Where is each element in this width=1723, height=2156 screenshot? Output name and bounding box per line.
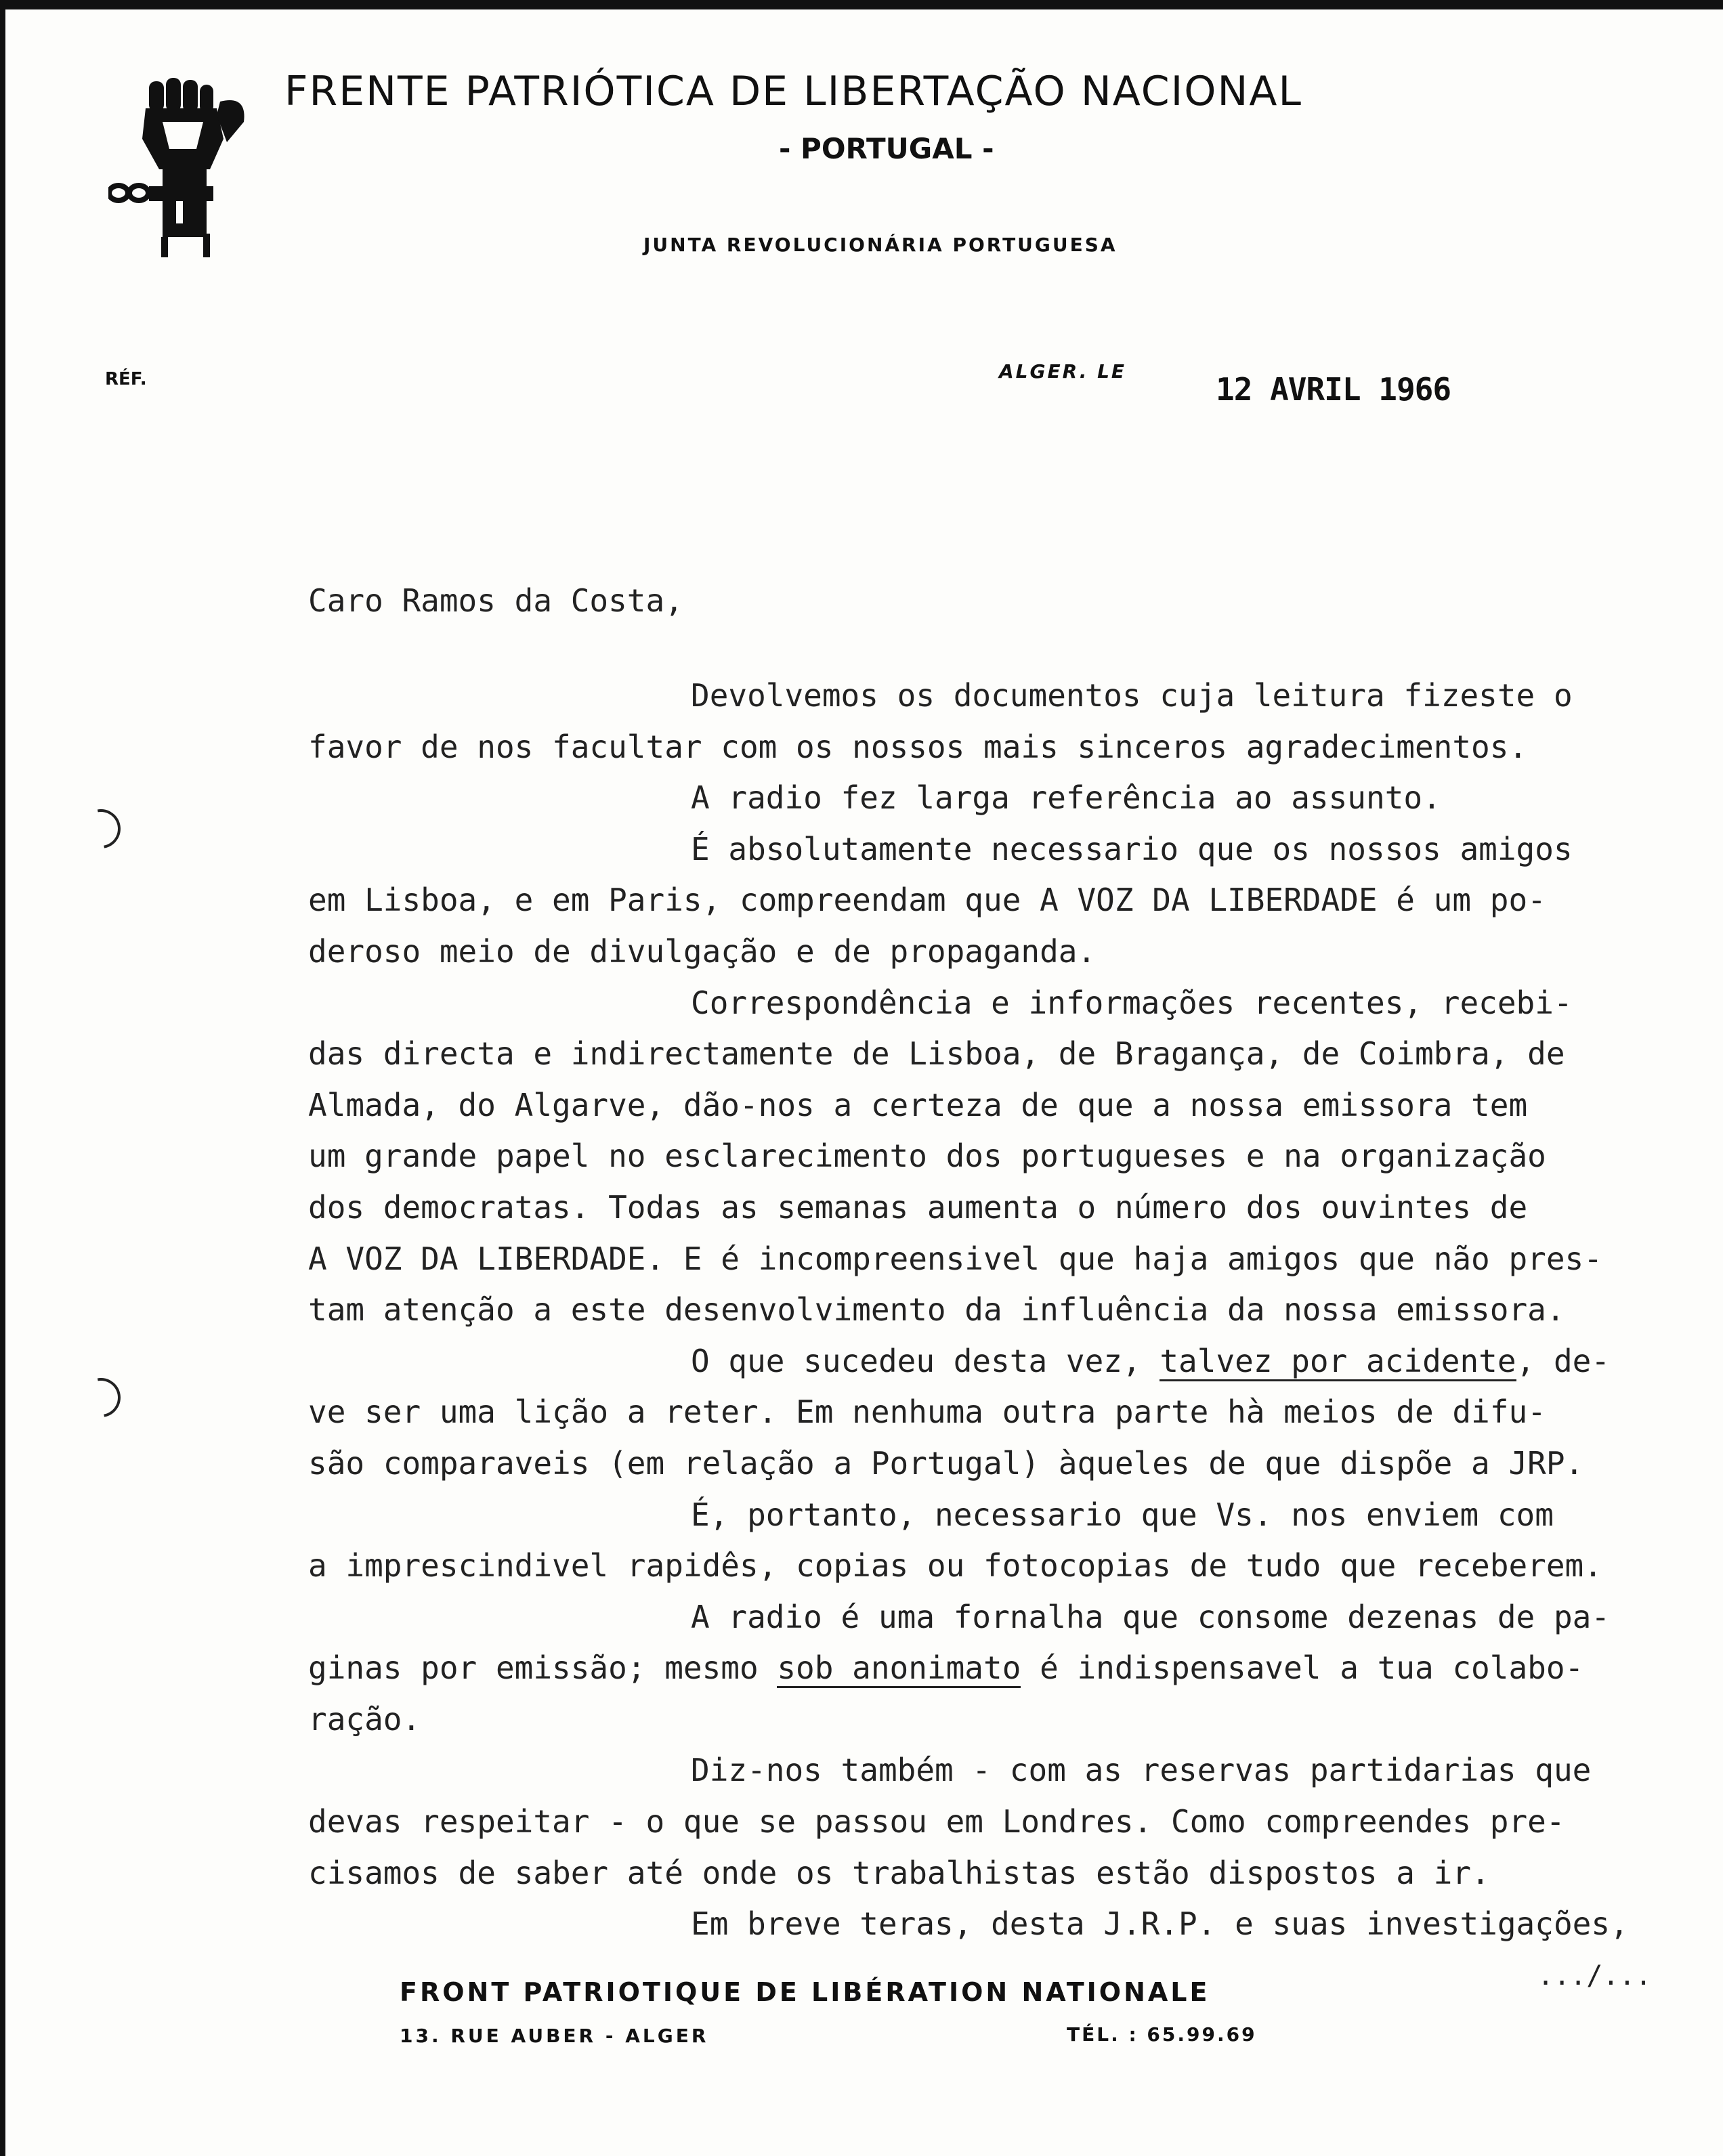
letter-line: A radio fez larga referência ao assunto. <box>691 779 1441 817</box>
letter-line: ração. <box>308 1700 421 1738</box>
letter-line <box>308 1643 1697 1694</box>
salutation: Caro Ramos da Costa, <box>308 582 683 619</box>
underlined-phrase: sob anonimato <box>777 1650 1021 1688</box>
letter-body <box>308 670 1697 1950</box>
letter-line: cisamos de saber até onde os trabalhistas estão dispostos a ir. <box>308 1854 1490 1891</box>
letter-line: A VOZ DA LIBERDADE. E é incompreensivel que haja amigos que não pres- <box>308 1240 1602 1277</box>
letter-line-text: é indispensavel a tua colabo- <box>1021 1650 1584 1687</box>
scan-edge-top <box>0 0 1723 9</box>
continuation-mark: .../... <box>1537 1960 1652 1991</box>
footer-telephone: TÉL. : 65.99.69 <box>1067 2023 1257 2046</box>
punch-hole-mark <box>74 802 129 857</box>
letter-line: A radio é uma fornalha que consome dezenas de pa- <box>691 1598 1611 1635</box>
letter-line: ve ser uma lição a reter. Em nenhuma outra parte hà meios de difu- <box>308 1394 1546 1431</box>
underlined-phrase: talvez por acidente <box>1160 1343 1516 1381</box>
letter-line <box>308 1336 1697 1387</box>
letter-line: tam atenção a este desenvolvimento da influência da nossa emissora. <box>308 1291 1565 1329</box>
letter-line: deroso meio de divulgação e de propaganda. <box>308 932 1097 970</box>
date-stamp: 12 AVRIL 1966 <box>1216 371 1451 408</box>
reference-label: RÉF. <box>105 369 147 389</box>
raised-fist-broken-chain-icon <box>108 74 264 264</box>
letter-line: um grande papel no esclarecimento dos portugueses e na organização <box>308 1138 1546 1175</box>
letter-line: a imprescindivel rapidês, copias ou fotocopias de tudo que receberem. <box>308 1547 1602 1584</box>
letter-line: são comparaveis (em relação a Portugal) àqueles de que dispõe a JRP. <box>308 1444 1584 1482</box>
letter-line-text: , de- <box>1516 1342 1611 1379</box>
letter-line: em Lisboa, e em Paris, compreendam que A VOZ DA LIBERDADE é um po- <box>308 882 1546 919</box>
letter-line: favor de nos facultar com os nossos mais sinceros agradecimentos. <box>308 728 1528 765</box>
letter-line: É, portanto, necessario que Vs. nos enviem com <box>691 1496 1554 1533</box>
letter-line: devas respeitar - o que se passou em Londres. Como compreendes pre- <box>308 1803 1565 1840</box>
letter-line-text: ginas por emissão; mesmo <box>308 1650 778 1687</box>
organization-name: FRENTE PATRIÓTICA DE LIBERTAÇÃO NACIONAL <box>284 68 1302 115</box>
scan-edge-left <box>0 0 5 2156</box>
organization-subtitle: JUNTA REVOLUCIONÁRIA PORTUGUESA <box>643 234 1118 256</box>
letter-line-text: O que sucedeu desta vez, <box>691 1342 1160 1379</box>
letter-line: Diz-nos também - com as reservas partidarias que <box>691 1752 1592 1789</box>
footer-address: 13. RUE AUBER - ALGER <box>400 2025 709 2047</box>
footer-organization: FRONT PATRIOTIQUE DE LIBÉRATION NATIONALE <box>400 1977 1210 2007</box>
letter-line: Almada, do Algarve, dão-nos a certeza de que a nossa emissora tem <box>308 1086 1528 1123</box>
organization-country: - PORTUGAL - <box>779 132 994 165</box>
letter-line: dos democratas. Todas as semanas aumenta o número dos ouvintes de <box>308 1188 1528 1226</box>
letter-line: É absolutamente necessario que os nossos amigos <box>691 830 1573 867</box>
letter-line: Devolvemos os documentos cuja leitura fizeste o <box>691 677 1573 714</box>
place-label: ALGER. LE <box>999 360 1127 383</box>
punch-hole-mark <box>74 1371 129 1425</box>
letter-line: Correspondência e informações recentes, recebi- <box>691 984 1573 1021</box>
letter-line: Em breve teras, desta J.R.P. e suas investigações, <box>691 1905 1629 1943</box>
letter-line: das directa e indirectamente de Lisboa, de Bragança, de Coimbra, de <box>308 1035 1565 1073</box>
